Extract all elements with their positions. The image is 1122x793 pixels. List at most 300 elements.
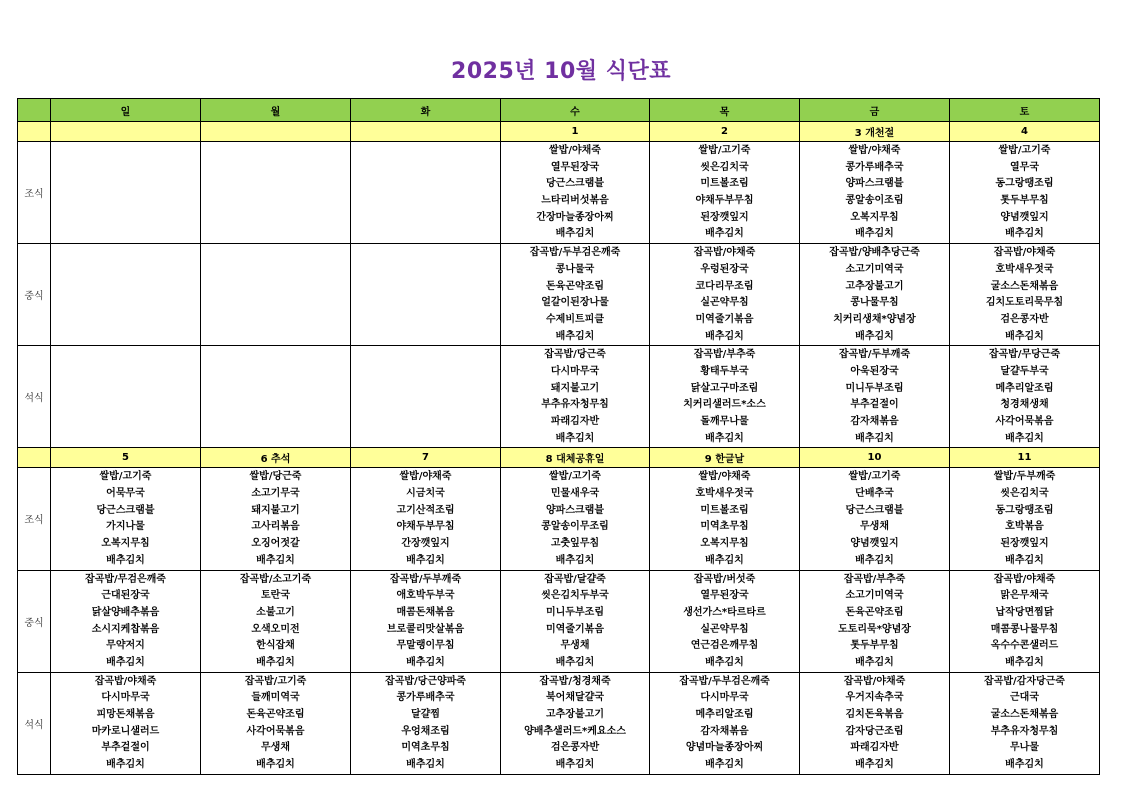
dish-list: [51, 244, 200, 245]
dish-item: 수제비트피클: [546, 313, 604, 325]
menu-cell: [51, 244, 201, 346]
dish-item: 부추유자청무침: [541, 399, 609, 411]
weekday-header: 토: [950, 99, 1100, 122]
meal-label: 석식: [18, 672, 51, 774]
dish-item: 배추김치: [106, 554, 145, 566]
dish-item: 톳두부무침: [1000, 195, 1049, 207]
dish-item: 메추리알조림: [695, 709, 754, 720]
dish-item: 동그랑땡조림: [995, 504, 1054, 516]
dish-list: [201, 571, 350, 672]
dish-item: 달걀두부국: [1000, 365, 1049, 377]
dish-list: [201, 142, 350, 143]
dish-item: 양배추샐러드*케요소스: [524, 725, 626, 737]
dish-item: 황태두부국: [700, 365, 749, 377]
dish-item: 돼지불고기: [251, 504, 300, 516]
dish-item: 잡곡밥/당근양파죽: [385, 675, 466, 687]
dish-item: 배추김치: [555, 656, 595, 668]
dish-list: [650, 468, 799, 569]
dish-item: 마카로니샐러드: [91, 725, 160, 737]
dish-item: 코다리무조림: [695, 280, 754, 292]
dish-item: 쌀밥/두부깨죽: [993, 471, 1056, 483]
dish-item: 맑은무채국: [1000, 590, 1049, 602]
dish-list: [51, 468, 200, 569]
dish-item: 근대국: [1010, 692, 1039, 704]
dish-item: 무생채: [261, 742, 290, 754]
dish-list: [351, 673, 500, 774]
meal-label: 조식: [18, 468, 51, 570]
dish-item: 쌀밥/고기죽: [848, 471, 901, 483]
dish-item: 메추리알조림: [995, 382, 1054, 394]
dish-item: 잡곡밥/두부검은깨죽: [679, 675, 770, 687]
dish-item: 잡곡밥/고기죽: [244, 675, 307, 687]
dish-item: 납작당면찜닭: [995, 606, 1054, 618]
dish-item: 배추김치: [1005, 228, 1044, 240]
dish-list: [501, 571, 649, 672]
dish-item: 우렁된장국: [700, 263, 749, 275]
menu-cell: [650, 570, 800, 672]
menu-cell: [800, 244, 950, 346]
dish-list: [650, 571, 799, 672]
dish-item: 닭살고구마조림: [690, 382, 759, 394]
dish-item: 검은콩자반: [1000, 313, 1049, 325]
dish-list: [950, 142, 1099, 243]
dish-item: 콩가루배추국: [845, 161, 904, 173]
dish-item: 배추김치: [106, 759, 145, 771]
dish-item: 사각어묵볶음: [246, 725, 305, 737]
date-cell: 9 한글날: [650, 448, 800, 468]
menu-cell: [800, 570, 950, 672]
dish-item: 우거지속추국: [845, 692, 904, 704]
date-cell: 10: [800, 448, 950, 468]
dish-item: 양념마늘종장아찌: [685, 742, 764, 754]
dish-item: 잡곡밥/달걀죽: [544, 573, 606, 585]
menu-cell: [950, 570, 1100, 672]
dish-item: 잡곡밥/두부깨죽: [389, 573, 462, 585]
dish-item: 매콤콩나물무침: [990, 623, 1059, 635]
dish-item: 쌀밥/야채죽: [698, 471, 751, 483]
dish-item: 파래김자반: [850, 742, 899, 754]
menu-cell: [800, 142, 950, 244]
dish-item: 잡곡밥/두부깨죽: [838, 349, 911, 361]
dish-item: 아욱된장국: [850, 365, 899, 377]
dish-item: 잡곡밥/감자당근죽: [984, 675, 1065, 687]
menu-cell: [201, 570, 351, 672]
dish-item: 콩알송이무조림: [541, 521, 609, 533]
date-cell: [351, 122, 501, 142]
menu-cell: [950, 346, 1100, 448]
dish-item: 토란국: [261, 590, 290, 602]
dish-item: 미니두부조림: [546, 606, 604, 618]
dish-item: 생선가스*타르타르: [683, 606, 766, 618]
meal-row: [18, 672, 1100, 774]
menu-cell: [351, 244, 501, 346]
dish-item: 간장깻잎지: [401, 538, 450, 550]
menu-cell: [51, 570, 201, 672]
dish-list: [201, 468, 350, 569]
dish-item: 양념깻잎지: [850, 538, 899, 550]
dish-list: [351, 142, 500, 143]
dish-item: 잡곡밥/버섯죽: [693, 573, 756, 585]
dish-item: 배추김치: [855, 759, 894, 771]
dish-item: 배추김치: [705, 330, 744, 342]
menu-cell: [351, 346, 501, 448]
menu-cell: [650, 468, 800, 570]
date-cell: 3 개천절: [800, 122, 950, 142]
dish-item: 굴소스돈채볶음: [990, 709, 1059, 720]
dish-list: [650, 673, 799, 774]
dish-item: 된장깻잎지: [1000, 538, 1049, 550]
dish-item: 소고기미역국: [845, 590, 904, 602]
dish-item: 다시마무국: [550, 365, 600, 377]
dish-item: 당근스크램블: [845, 504, 904, 516]
dish-item: 미역줄기볶음: [695, 313, 754, 325]
dish-item: 돈육곤약조림: [246, 709, 305, 720]
dish-list: [201, 346, 350, 347]
dish-list: [51, 346, 200, 347]
dish-item: 배추김치: [555, 759, 595, 771]
dish-item: 시금치국: [406, 488, 445, 500]
meal-row: [18, 346, 1100, 448]
dish-item: 간장마늘종장아찌: [536, 211, 614, 223]
dish-item: 야채두부무침: [396, 521, 455, 533]
dish-item: 배추김치: [855, 330, 894, 342]
dish-list: [650, 346, 799, 447]
dish-item: 야채두부무침: [695, 195, 754, 207]
menu-cell: [650, 142, 800, 244]
dish-item: 잡곡밥/청경채죽: [539, 675, 611, 687]
menu-cell: [650, 346, 800, 448]
date-cell: 6 추석: [201, 448, 351, 468]
dish-list: [800, 142, 949, 243]
dish-item: 소시지케찹볶음: [91, 623, 160, 635]
dish-item: 잡곡밥/야채죽: [843, 675, 906, 687]
dish-item: 동그랑땡조림: [995, 178, 1054, 190]
dish-item: 쌀밥/야채죽: [399, 471, 452, 483]
menu-cell: [51, 142, 201, 244]
dish-item: 고추장불고기: [845, 280, 904, 292]
date-cell: 11: [950, 448, 1100, 468]
dish-item: 피망돈채볶음: [96, 709, 155, 720]
dish-item: 배추김치: [1005, 554, 1044, 566]
dish-list: [800, 468, 949, 569]
dish-item: 어묵무국: [106, 488, 145, 500]
dish-item: 미니두부조림: [845, 382, 904, 394]
menu-cell: [51, 468, 201, 570]
dish-item: 김치돈육볶음: [845, 709, 904, 720]
dish-item: 당근스크램블: [546, 178, 604, 190]
menu-cell: [201, 142, 351, 244]
dish-item: 된장깻잎지: [700, 211, 749, 223]
dish-item: 잡곡밥/무검은깨죽: [85, 573, 166, 585]
dish-item: 배추김치: [555, 554, 595, 566]
dish-item: 부추겉절이: [101, 742, 150, 754]
dish-item: 민물새우국: [550, 488, 600, 500]
dish-list: [351, 346, 500, 347]
dish-item: 쌀밥/고기죽: [549, 471, 601, 483]
dish-item: 무말랭이무침: [396, 640, 455, 652]
dish-item: 배추김치: [1005, 759, 1044, 771]
dish-item: 호박새우젓국: [695, 488, 754, 500]
menu-cell: [201, 346, 351, 448]
weekday-header: 수: [501, 99, 650, 122]
dish-item: 단배추국: [855, 488, 894, 500]
dish-item: 열무국: [1010, 161, 1039, 173]
dish-item: 치커리샐러드*소스: [683, 399, 766, 411]
dish-item: 매콤돈채볶음: [396, 606, 455, 618]
date-cell: 5: [51, 448, 201, 468]
dish-list: [650, 244, 799, 345]
dish-item: 잡곡밥/양배추당근죽: [829, 247, 920, 259]
dish-item: 잡곡밥/부추죽: [843, 573, 906, 585]
dish-item: 배추김치: [555, 228, 595, 240]
dish-item: 돼지불고기: [550, 382, 600, 394]
dish-item: 오징어젓갈: [251, 538, 300, 550]
dish-item: 배추김치: [256, 759, 295, 771]
dish-item: 파래김자반: [550, 416, 600, 427]
dish-list: [501, 346, 649, 447]
meal-label: 중식: [18, 570, 51, 672]
dish-item: 들깨미역국: [251, 692, 300, 704]
dish-list: [351, 468, 500, 569]
dish-item: 배추김치: [855, 228, 894, 240]
date-cell: 4: [950, 122, 1100, 142]
dish-item: 얼갈이된장나물: [541, 297, 609, 309]
dish-item: 미역줄기볶음: [546, 623, 604, 635]
dish-list: [950, 346, 1099, 447]
menu-cell: [201, 672, 351, 774]
dish-item: 잡곡밥/무당근죽: [988, 349, 1061, 361]
dish-item: 잡곡밥/두부검은깨죽: [529, 247, 621, 259]
dish-item: 미트볼조림: [700, 504, 749, 516]
dish-item: 배추김치: [705, 759, 744, 771]
dish-list: [950, 571, 1099, 672]
weekday-header: 일: [51, 99, 201, 122]
menu-cell: [950, 142, 1100, 244]
menu-cell: [950, 468, 1100, 570]
dish-item: 콩나물무침: [850, 297, 899, 309]
dish-item: 쌀밥/고기죽: [99, 471, 152, 483]
dish-item: 사각어묵볶음: [995, 416, 1054, 427]
dish-list: [950, 468, 1099, 569]
dish-item: 배추김치: [1005, 432, 1044, 444]
meal-label: 중식: [18, 244, 51, 346]
menu-cell: [51, 672, 201, 774]
menu-cell: [501, 142, 650, 244]
dish-list: [501, 673, 649, 774]
dish-item: 배추김치: [555, 432, 595, 444]
meal-row: [18, 570, 1100, 672]
dish-item: 배추김치: [855, 432, 894, 444]
menu-cell: [351, 570, 501, 672]
menu-cell: [351, 142, 501, 244]
dish-item: 실곤약무침: [700, 623, 749, 635]
dish-list: [501, 244, 649, 345]
dish-item: 소불고기: [256, 606, 295, 618]
date-cell: 1: [501, 122, 650, 142]
weekday-header-row: [18, 99, 1100, 122]
weekday-header: 월: [201, 99, 351, 122]
menu-table: [17, 98, 1100, 775]
dish-item: 감자채볶음: [850, 416, 899, 427]
dish-item: 배추김치: [705, 432, 744, 444]
dish-item: 다시마무국: [101, 692, 150, 704]
dish-item: 호박새우젓국: [995, 263, 1054, 275]
corner-cell: [18, 99, 51, 122]
dish-item: 우엉채조림: [401, 725, 450, 737]
dish-item: 도토리묵*양념장: [838, 623, 911, 635]
dish-item: 배추김치: [555, 330, 595, 342]
dish-item: 콩가루배추국: [396, 692, 455, 704]
dish-item: 톳두부무침: [850, 640, 899, 652]
dish-item: 달걀찜: [411, 709, 440, 720]
weekday-header: 목: [650, 99, 800, 122]
dish-list: [51, 142, 200, 143]
dish-item: 배추김치: [705, 228, 744, 240]
dish-item: 배추김치: [855, 554, 894, 566]
dish-list: [51, 673, 200, 774]
dish-item: 근대된장국: [101, 590, 150, 602]
dish-list: [501, 142, 649, 243]
dish-item: 다시마무국: [700, 692, 749, 704]
dish-item: 배추김치: [406, 554, 445, 566]
meal-row: [18, 244, 1100, 346]
menu-cell: [800, 346, 950, 448]
dish-list: [51, 571, 200, 672]
dish-item: 고사리볶음: [251, 521, 300, 533]
menu-cell: [800, 672, 950, 774]
dish-item: 무약저지: [106, 640, 145, 652]
dish-item: 연근검은깨무침: [690, 640, 759, 652]
dish-item: 부추겉절이: [850, 399, 899, 411]
dish-item: 부추유자청무침: [990, 725, 1059, 737]
menu-cell: [650, 244, 800, 346]
dish-item: 옥수수콘샐러드: [990, 640, 1059, 652]
menu-cell: [501, 244, 650, 346]
dish-item: 고추장불고기: [546, 709, 604, 720]
dish-list: [650, 142, 799, 243]
page-title: 2025년 10월 식단표: [451, 59, 671, 84]
dish-item: 잡곡밥/당근죽: [544, 349, 606, 361]
dish-item: 배추김치: [256, 554, 295, 566]
dish-item: 열무된장국: [550, 161, 600, 173]
weekday-header: 금: [800, 99, 950, 122]
dish-item: 감자당근조림: [845, 725, 904, 737]
menu-cell: [950, 672, 1100, 774]
meal-label: 석식: [18, 346, 51, 448]
meal-row: [18, 142, 1100, 244]
dish-item: 잡곡밥/야채죽: [993, 247, 1056, 259]
dish-item: 북어채달걀국: [546, 692, 604, 704]
dish-item: 쌀밥/고기죽: [698, 145, 751, 156]
dish-item: 굴소스돈채볶음: [990, 280, 1059, 292]
date-cell: [51, 122, 201, 142]
dish-item: 배추김치: [705, 656, 744, 668]
menu-cell: [201, 244, 351, 346]
dish-list: [201, 244, 350, 245]
dish-list: [800, 571, 949, 672]
date-cell: 2: [650, 122, 800, 142]
dish-item: 배추김치: [406, 759, 445, 771]
dish-item: 호박볶음: [1005, 521, 1044, 533]
dish-item: 한식잡채: [256, 640, 295, 652]
dish-item: 오색오미전: [251, 623, 300, 635]
date-cell: 8 대체공휴일: [501, 448, 650, 468]
menu-cell: [650, 672, 800, 774]
dish-item: 오복지무침: [101, 538, 150, 550]
menu-cell: [950, 244, 1100, 346]
dish-item: 씻은김치두부국: [541, 590, 609, 602]
dish-item: 돈육곤약조림: [546, 280, 604, 292]
date-row: [18, 448, 1100, 468]
dish-item: 미역초무침: [401, 742, 450, 754]
menu-cell: [501, 468, 650, 570]
dish-item: 당근스크램블: [96, 504, 155, 516]
dish-item: 씻은김치국: [700, 161, 749, 173]
dish-item: 닭살양배추볶음: [91, 606, 160, 618]
menu-cell: [351, 672, 501, 774]
dish-item: 미역초무침: [700, 521, 749, 533]
dish-item: 소고기무국: [251, 488, 300, 500]
dish-list: [800, 346, 949, 447]
weekday-header: 화: [351, 99, 501, 122]
dish-item: 배추김치: [705, 554, 744, 566]
dish-item: 씻은김치국: [1000, 488, 1049, 500]
dish-item: 쌀밥/야채죽: [848, 145, 901, 156]
dish-item: 열무된장국: [700, 590, 749, 602]
dish-item: 무생채: [860, 521, 889, 533]
date-cell: 7: [351, 448, 501, 468]
dish-item: 오복지무침: [850, 211, 899, 223]
dish-item: 애호박두부국: [396, 590, 455, 602]
menu-cell: [501, 346, 650, 448]
dish-list: [201, 673, 350, 774]
dish-item: 가지나물: [106, 521, 145, 533]
menu-cell: [351, 468, 501, 570]
dish-item: 쌀밥/야채죽: [549, 145, 601, 156]
dish-item: 잡곡밥/소고기죽: [239, 573, 312, 585]
dish-list: [950, 244, 1099, 345]
dish-item: 쌀밥/고기죽: [998, 145, 1051, 156]
menu-cell: [51, 346, 201, 448]
dish-item: 돌깨무나물: [700, 416, 749, 427]
dish-item: 배추김치: [106, 656, 145, 668]
dish-item: 미트볼조림: [700, 178, 749, 190]
dish-list: [351, 244, 500, 245]
dish-item: 잡곡밥/부추죽: [693, 349, 756, 361]
dish-item: 잡곡밥/야채죽: [94, 675, 157, 687]
menu-cell: [201, 468, 351, 570]
dish-item: 검은콩자반: [550, 742, 600, 754]
dish-list: [800, 244, 949, 345]
meal-row: [18, 468, 1100, 570]
dish-item: 배추김치: [256, 656, 295, 668]
dish-item: 느타리버섯볶음: [541, 195, 609, 207]
date-row: [18, 122, 1100, 142]
date-cell: [201, 122, 351, 142]
dish-item: 배추김치: [1005, 656, 1044, 668]
dish-item: 김치도토리묵무침: [985, 297, 1064, 309]
meal-label: 조식: [18, 142, 51, 244]
menu-cell: [501, 570, 650, 672]
dish-item: 양파스크램블: [845, 178, 904, 190]
dish-list: [351, 571, 500, 672]
dish-item: 고춧잎무침: [550, 538, 600, 550]
dish-item: 치커리생채*양념장: [833, 313, 916, 325]
dish-item: 배추김치: [406, 656, 445, 668]
dish-item: 소고기미역국: [845, 263, 904, 275]
menu-cell: [800, 468, 950, 570]
dish-item: 실곤약무침: [700, 297, 749, 309]
